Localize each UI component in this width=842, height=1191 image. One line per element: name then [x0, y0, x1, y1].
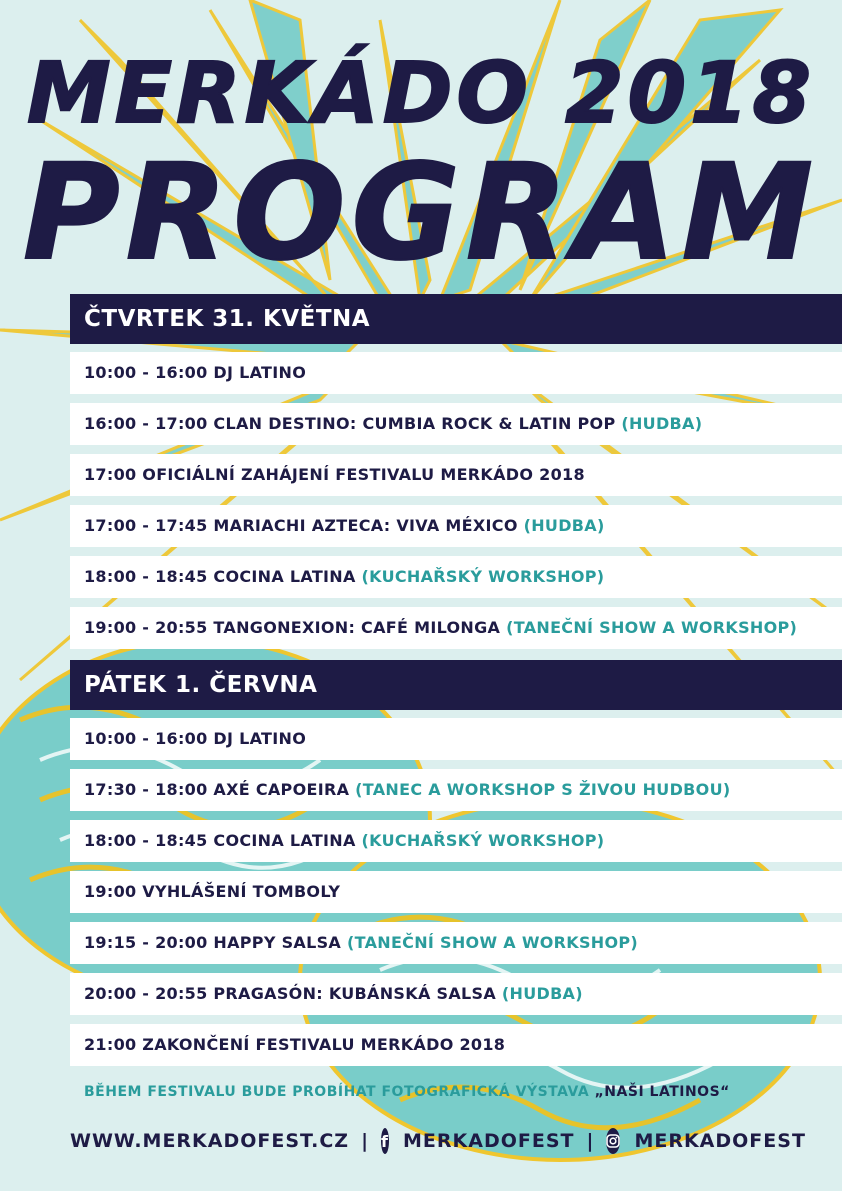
- title-line-2: PROGRAM: [22, 136, 820, 290]
- event-tag: (KUCHAŘSKÝ WORKSHOP): [361, 831, 605, 850]
- footer: [70, 1124, 806, 1158]
- day-header-thursday: ČTVRTEK 31. KVĚTNA: [70, 294, 842, 344]
- event-text: 19:00 - 20:55 TANGONEXION: CAFÉ MILONGA: [84, 618, 501, 637]
- event-text: 18:00 - 18:45 COCINA LATINA: [84, 567, 356, 586]
- event-row: [70, 403, 842, 445]
- event-text: 17:00 OFICIÁLNÍ ZAHÁJENÍ FESTIVALU MERKÁDO 2018: [84, 465, 585, 484]
- event-text: 10:00 - 16:00 DJ LATINO: [84, 363, 307, 382]
- event-row: [70, 871, 842, 913]
- separator: |: [586, 1130, 595, 1152]
- event-row: [70, 718, 842, 760]
- event-text: 17:30 - 18:00 AXÉ CAPOEIRA: [84, 780, 350, 799]
- event-text: 17:00 - 17:45 MARIACHI AZTECA: VIVA MÉXICO: [84, 516, 518, 535]
- event-tag: (HUDBA): [621, 414, 703, 433]
- event-row: [70, 352, 842, 394]
- instagram-icon[interactable]: [606, 1128, 620, 1154]
- event-tag: (TANEC A WORKSHOP S ŽIVOU HUDBOU): [355, 780, 731, 799]
- note-text: BĚHEM FESTIVALU BUDE PROBÍHAT FOTOGRAFICKÁ VÝSTAVA: [84, 1084, 590, 1100]
- event-tag: (TANEČNÍ SHOW A WORKSHOP): [506, 618, 798, 637]
- title-line-1: MERKÁDO 2018: [27, 44, 815, 142]
- website-link[interactable]: WWW.MERKADOFEST.CZ: [70, 1130, 350, 1152]
- event-text: 21:00 ZAKONČENÍ FESTIVALU MERKÁDO 2018: [84, 1035, 506, 1054]
- event-row: [70, 1024, 842, 1066]
- event-row: [70, 505, 842, 547]
- event-text: 16:00 - 17:00 CLAN DESTINO: CUMBIA ROCK & LATIN POP: [84, 414, 616, 433]
- note-highlight: „NAŠI LATINOS“: [594, 1084, 730, 1100]
- event-tag: (HUDBA): [523, 516, 605, 535]
- event-text: 19:15 - 20:00 HAPPY SALSA: [84, 933, 342, 952]
- event-row: [70, 973, 842, 1015]
- day-header-friday: PÁTEK 1. ČERVNA: [70, 660, 842, 710]
- event-text: 20:00 - 20:55 PRAGASÓN: KUBÁNSKÁ SALSA: [84, 984, 497, 1003]
- event-text: 10:00 - 16:00 DJ LATINO: [84, 729, 307, 748]
- event-text: 19:00 VYHLÁŠENÍ TOMBOLY: [84, 882, 341, 901]
- event-text: 18:00 - 18:45 COCINA LATINA: [84, 831, 356, 850]
- event-tag: (KUCHAŘSKÝ WORKSHOP): [361, 567, 605, 586]
- exhibition-note: [84, 1084, 730, 1100]
- event-tag: (HUDBA): [501, 984, 583, 1003]
- separator: |: [361, 1130, 370, 1152]
- event-row: [70, 556, 842, 598]
- event-row: [70, 820, 842, 862]
- event-row: [70, 769, 842, 811]
- event-row: [70, 607, 842, 649]
- facebook-icon[interactable]: f: [381, 1128, 389, 1154]
- instagram-handle[interactable]: MERKADOFEST: [634, 1130, 806, 1152]
- facebook-handle[interactable]: MERKADOFEST: [403, 1130, 575, 1152]
- event-row: [70, 922, 842, 964]
- event-row: [70, 454, 842, 496]
- event-tag: (TANEČNÍ SHOW A WORKSHOP): [346, 933, 639, 952]
